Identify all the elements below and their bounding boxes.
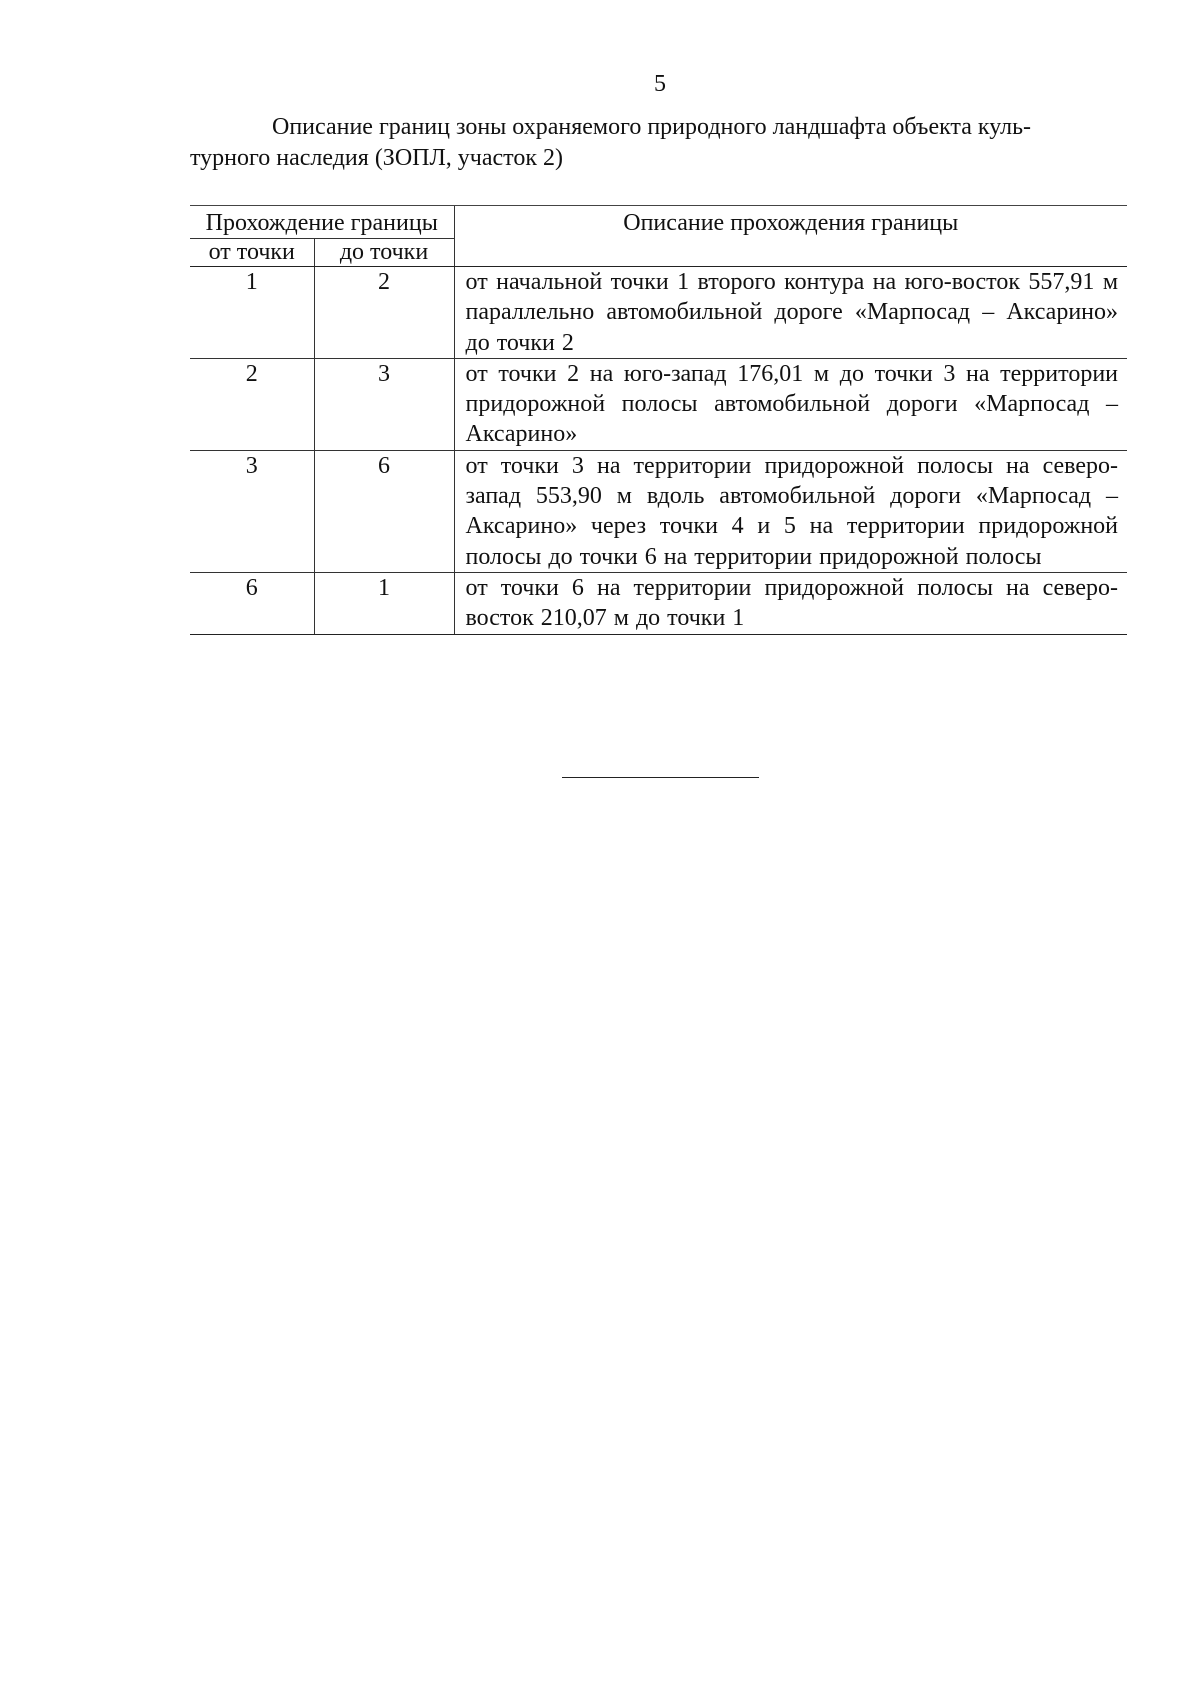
cell-to-point: 3 [314, 358, 454, 450]
header-to-point: до точки [314, 239, 454, 267]
cell-description: от точки 6 на территории придорожной полосы на северо-восток 210,07 м до точки 1 [454, 572, 1127, 634]
cell-from-point: 3 [190, 450, 314, 572]
table-row [190, 267, 1127, 359]
closing-rule [562, 777, 759, 778]
cell-from-point: 6 [190, 572, 314, 634]
table-row [190, 450, 1127, 572]
table-header [190, 206, 1127, 267]
cell-from-point: 1 [190, 267, 314, 359]
table-row [190, 358, 1127, 450]
table-row [190, 572, 1127, 634]
cell-description: от начальной точки 1 второго контура на юго-восток 557,91 м параллельно автомобильной дороге «Марпосад – Аксарино» до точки 2 [454, 267, 1127, 359]
header-from-point: от точки [190, 239, 314, 267]
cell-to-point: 2 [314, 267, 454, 359]
cell-from-point: 2 [190, 358, 314, 450]
table-body [190, 267, 1127, 635]
cell-description: от точки 3 на территории придорожной полосы на северо-запад 553,90 м вдоль автомобильной дороги «Марпосад – Аксарино» через точки 4 и 5 на территории придорожной полосы до точки 6 на территории придорожной полосы [454, 450, 1127, 572]
heading-line-2: турного наследия (ЗОПЛ, участок 2) [190, 145, 563, 171]
header-boundary-passage: Прохождение границы [190, 206, 454, 239]
document-heading [190, 112, 1127, 174]
cell-to-point: 6 [314, 450, 454, 572]
header-description: Описание прохождения границы [454, 206, 1127, 239]
boundary-table [190, 205, 1127, 635]
page-number: 5 [654, 71, 666, 97]
cell-description: от точки 2 на юго-запад 176,01 м до точки 3 на территории придорожной полосы автомобильной дороги «Марпосад – Аксарино» [454, 358, 1127, 450]
heading-line-1: Описание границ зоны охраняемого природного ландшафта объекта куль- [272, 114, 1032, 140]
cell-to-point: 1 [314, 572, 454, 634]
header-description-spacer [454, 239, 1127, 267]
